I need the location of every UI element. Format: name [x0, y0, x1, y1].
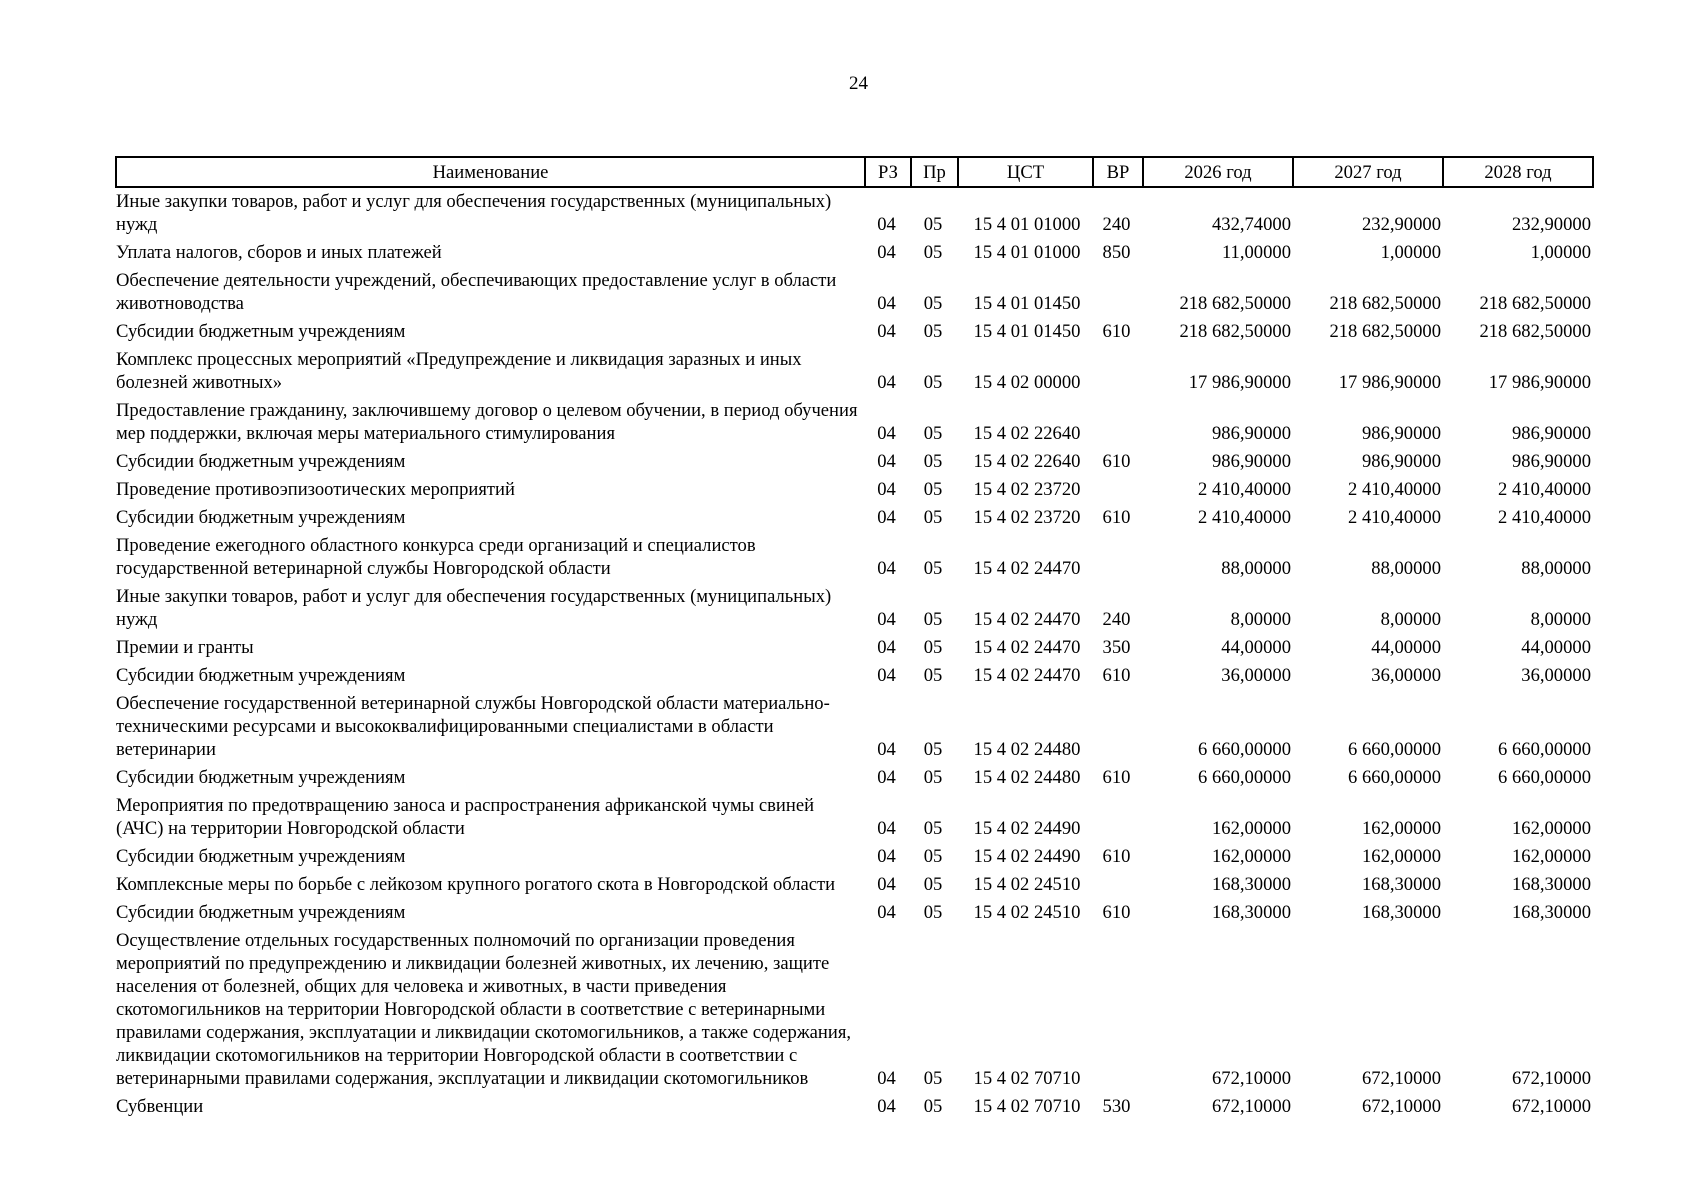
cell-pr: 05 — [923, 293, 943, 314]
table-row — [116, 899, 1593, 927]
cell-cst: 15 4 01 01450 — [973, 293, 1081, 314]
cell-cst: 15 4 02 24480 — [973, 739, 1081, 760]
cell-rz: 04 — [877, 1068, 896, 1089]
cell-2028: 986,90000 — [1511, 451, 1591, 472]
cell-2027: 6 660,00000 — [1348, 767, 1441, 788]
cell-2027: 672,10000 — [1361, 1096, 1441, 1117]
cell-2026: 2 410,40000 — [1198, 507, 1291, 528]
table-row — [116, 504, 1593, 532]
cell-cst: 15 4 02 00000 — [973, 372, 1081, 393]
table-row — [116, 764, 1593, 792]
header-cst: ЦСТ — [958, 157, 1093, 187]
cell-vr: 350 — [1102, 637, 1131, 658]
table-row — [116, 871, 1593, 899]
budget-table — [115, 156, 1594, 1121]
cell-name: Субсидии бюджетным учреждениям — [116, 902, 406, 923]
cell-cst: 15 4 02 24470 — [973, 637, 1081, 658]
cell-vr — [1093, 476, 1143, 504]
cell-2026: 6 660,00000 — [1198, 767, 1291, 788]
cell-name: Субсидии бюджетным учреждениям — [116, 665, 406, 686]
cell-2026: 36,00000 — [1221, 665, 1291, 686]
cell-vr — [1093, 532, 1143, 583]
cell-rz: 04 — [877, 609, 896, 630]
table-body — [116, 187, 1593, 1121]
cell-pr: 05 — [923, 665, 943, 686]
cell-rz: 04 — [877, 665, 896, 686]
cell-pr: 05 — [923, 902, 943, 923]
cell-rz: 04 — [877, 874, 896, 895]
cell-pr: 05 — [923, 242, 943, 263]
cell-2027: 2 410,40000 — [1348, 479, 1441, 500]
cell-name: Субвенции — [116, 1096, 204, 1117]
cell-cst: 15 4 02 24490 — [973, 846, 1081, 867]
cell-cst: 15 4 02 24510 — [973, 902, 1081, 923]
cell-cst: 15 4 02 22640 — [973, 423, 1081, 444]
cell-pr: 05 — [923, 507, 943, 528]
cell-name: Уплата налогов, сборов и иных платежей — [116, 242, 442, 263]
cell-cst: 15 4 01 01000 — [973, 242, 1081, 263]
table-row — [116, 792, 1593, 843]
cell-2027: 44,00000 — [1371, 637, 1441, 658]
cell-pr: 05 — [923, 214, 943, 235]
cell-vr — [1093, 927, 1143, 1093]
cell-rz: 04 — [877, 846, 896, 867]
cell-cst: 15 4 02 24510 — [973, 874, 1081, 895]
cell-2027: 232,90000 — [1361, 214, 1441, 235]
header-vr: ВР — [1093, 157, 1143, 187]
cell-rz: 04 — [877, 637, 896, 658]
cell-cst: 15 4 02 24470 — [973, 665, 1081, 686]
cell-vr: 610 — [1102, 902, 1131, 923]
cell-2026: 162,00000 — [1211, 818, 1291, 839]
cell-name: Премии и гранты — [116, 637, 254, 658]
cell-rz: 04 — [877, 423, 896, 444]
cell-2026: 986,90000 — [1211, 451, 1291, 472]
cell-name: Проведение ежегодного областного конкурса среди организаций и специалистов государственной ветеринарной службы Новгородской области — [116, 535, 756, 579]
cell-vr — [1093, 690, 1143, 764]
cell-rz: 04 — [877, 479, 896, 500]
cell-2028: 2 410,40000 — [1498, 507, 1591, 528]
cell-vr: 610 — [1102, 665, 1131, 686]
cell-2028: 6 660,00000 — [1498, 739, 1591, 760]
cell-rz: 04 — [877, 739, 896, 760]
table-row — [116, 532, 1593, 583]
cell-name: Субсидии бюджетным учреждениям — [116, 321, 406, 342]
cell-2027: 1,00000 — [1380, 242, 1441, 263]
cell-2028: 168,30000 — [1511, 874, 1591, 895]
cell-name: Мероприятия по предотвращению заноса и распространения африканской чумы свиней (АЧС) на территории Новгородской области — [116, 795, 815, 839]
cell-pr: 05 — [923, 767, 943, 788]
cell-rz: 04 — [877, 214, 896, 235]
cell-2026: 8,00000 — [1230, 609, 1291, 630]
cell-2026: 2 410,40000 — [1198, 479, 1291, 500]
cell-2027: 218 682,50000 — [1329, 293, 1441, 314]
cell-2028: 2 410,40000 — [1498, 479, 1591, 500]
cell-name: Обеспечение государственной ветеринарной службы Новгородской области материально-техническими ресурсами и высококвалифицированными специалистами в области ветеринарии — [116, 693, 830, 760]
cell-2028: 162,00000 — [1511, 818, 1591, 839]
cell-2026: 44,00000 — [1221, 637, 1291, 658]
cell-2028: 218 682,50000 — [1479, 321, 1591, 342]
cell-2028: 36,00000 — [1521, 665, 1591, 686]
cell-cst: 15 4 02 70710 — [973, 1068, 1081, 1089]
cell-2028: 672,10000 — [1511, 1096, 1591, 1117]
cell-rz: 04 — [877, 507, 896, 528]
cell-pr: 05 — [923, 1096, 943, 1117]
cell-cst: 15 4 02 24470 — [973, 609, 1081, 630]
cell-vr: 610 — [1102, 451, 1131, 472]
cell-pr: 05 — [923, 637, 943, 658]
cell-2027: 986,90000 — [1361, 451, 1441, 472]
table-row — [116, 1093, 1593, 1121]
cell-cst: 15 4 02 22640 — [973, 451, 1081, 472]
cell-2028: 17 986,90000 — [1488, 372, 1591, 393]
cell-cst: 15 4 02 23720 — [973, 507, 1081, 528]
cell-2026: 218 682,50000 — [1179, 293, 1291, 314]
cell-cst: 15 4 01 01450 — [973, 321, 1081, 342]
table-header-row — [116, 157, 1593, 187]
cell-2027: 2 410,40000 — [1348, 507, 1441, 528]
cell-vr: 240 — [1102, 609, 1131, 630]
cell-pr: 05 — [923, 479, 943, 500]
table-row — [116, 662, 1593, 690]
cell-2027: 17 986,90000 — [1338, 372, 1441, 393]
cell-name: Иные закупки товаров, работ и услуг для обеспечения государственных (муниципальных) нужд — [116, 191, 832, 235]
cell-2027: 168,30000 — [1361, 902, 1441, 923]
cell-rz: 04 — [877, 818, 896, 839]
header-2028: 2028 год — [1443, 157, 1593, 187]
cell-vr: 240 — [1102, 214, 1131, 235]
cell-vr: 850 — [1102, 242, 1131, 263]
cell-2027: 36,00000 — [1371, 665, 1441, 686]
cell-2027: 88,00000 — [1371, 558, 1441, 579]
header-rz: РЗ — [865, 157, 911, 187]
table-row — [116, 318, 1593, 346]
cell-2027: 8,00000 — [1380, 609, 1441, 630]
cell-vr: 610 — [1102, 321, 1131, 342]
cell-rz: 04 — [877, 902, 896, 923]
cell-2026: 168,30000 — [1211, 902, 1291, 923]
cell-rz: 04 — [877, 558, 896, 579]
cell-2028: 44,00000 — [1521, 637, 1591, 658]
cell-vr: 530 — [1102, 1096, 1131, 1117]
cell-name: Комплексные меры по борьбе с лейкозом крупного рогатого скота в Новгородской области — [116, 874, 836, 895]
cell-cst: 15 4 02 24490 — [973, 818, 1081, 839]
cell-pr: 05 — [923, 372, 943, 393]
table-row — [116, 690, 1593, 764]
cell-2026: 672,10000 — [1211, 1068, 1291, 1089]
cell-2026: 168,30000 — [1211, 874, 1291, 895]
cell-vr — [1093, 346, 1143, 397]
cell-pr: 05 — [923, 739, 943, 760]
cell-2026: 17 986,90000 — [1188, 372, 1291, 393]
table-row — [116, 634, 1593, 662]
cell-2028: 1,00000 — [1530, 242, 1591, 263]
cell-pr: 05 — [923, 846, 943, 867]
cell-rz: 04 — [877, 242, 896, 263]
cell-name: Предоставление гражданину, заключившему договор о целевом обучении, в период обучения мер поддержки, включая меры материального стимулирования — [116, 400, 858, 444]
cell-2027: 6 660,00000 — [1348, 739, 1441, 760]
cell-2028: 168,30000 — [1511, 902, 1591, 923]
table-row — [116, 397, 1593, 448]
cell-name: Субсидии бюджетным учреждениям — [116, 507, 406, 528]
cell-2028: 218 682,50000 — [1479, 293, 1591, 314]
cell-name: Субсидии бюджетным учреждениям — [116, 767, 406, 788]
cell-pr: 05 — [923, 874, 943, 895]
cell-2026: 218 682,50000 — [1179, 321, 1291, 342]
cell-pr: 05 — [923, 321, 943, 342]
cell-vr — [1093, 397, 1143, 448]
cell-2028: 672,10000 — [1511, 1068, 1591, 1089]
cell-vr — [1093, 871, 1143, 899]
cell-2028: 6 660,00000 — [1498, 767, 1591, 788]
table-row — [116, 476, 1593, 504]
cell-rz: 04 — [877, 293, 896, 314]
header-pr: Пр — [911, 157, 958, 187]
table-row — [116, 448, 1593, 476]
header-2027: 2027 год — [1293, 157, 1443, 187]
cell-2026: 432,74000 — [1211, 214, 1291, 235]
table-row — [116, 843, 1593, 871]
cell-2028: 986,90000 — [1511, 423, 1591, 444]
cell-vr: 610 — [1102, 767, 1131, 788]
cell-vr: 610 — [1102, 507, 1131, 528]
table-row — [116, 267, 1593, 318]
cell-pr: 05 — [923, 558, 943, 579]
cell-2028: 162,00000 — [1511, 846, 1591, 867]
cell-vr — [1093, 267, 1143, 318]
table-row — [116, 583, 1593, 634]
cell-rz: 04 — [877, 767, 896, 788]
cell-2027: 162,00000 — [1361, 846, 1441, 867]
cell-2026: 986,90000 — [1211, 423, 1291, 444]
cell-2026: 672,10000 — [1211, 1096, 1291, 1117]
cell-2026: 6 660,00000 — [1198, 739, 1291, 760]
cell-2027: 986,90000 — [1361, 423, 1441, 444]
cell-rz: 04 — [877, 451, 896, 472]
header-2026: 2026 год — [1143, 157, 1293, 187]
cell-cst: 15 4 02 24480 — [973, 767, 1081, 788]
cell-rz: 04 — [877, 1096, 896, 1117]
cell-rz: 04 — [877, 321, 896, 342]
cell-pr: 05 — [923, 818, 943, 839]
cell-pr: 05 — [923, 1068, 943, 1089]
table-row — [116, 927, 1593, 1093]
cell-pr: 05 — [923, 423, 943, 444]
page-number: 24 — [849, 73, 868, 94]
cell-2026: 88,00000 — [1221, 558, 1291, 579]
cell-pr: 05 — [923, 451, 943, 472]
cell-vr — [1093, 792, 1143, 843]
cell-name: Проведение противоэпизоотических мероприятий — [116, 479, 515, 500]
cell-name: Иные закупки товаров, работ и услуг для обеспечения государственных (муниципальных) нужд — [116, 586, 832, 630]
cell-2027: 672,10000 — [1361, 1068, 1441, 1089]
cell-2028: 232,90000 — [1511, 214, 1591, 235]
cell-vr: 610 — [1102, 846, 1131, 867]
cell-name: Субсидии бюджетным учреждениям — [116, 451, 406, 472]
cell-name: Комплекс процессных мероприятий «Предупреждение и ликвидация заразных и иных болезней животных» — [116, 349, 802, 393]
table-row — [116, 187, 1593, 239]
cell-name: Субсидии бюджетным учреждениям — [116, 846, 406, 867]
cell-cst: 15 4 02 70710 — [973, 1096, 1081, 1117]
cell-name: Обеспечение деятельности учреждений, обеспечивающих предоставление услуг в области животноводства — [116, 270, 837, 314]
cell-name: Осуществление отдельных государственных полномочий по организации проведения мероприятий по предупреждению и ликвидации болезней животных, их лечению, защите населения от болезней, общих для человека и животных, в части приведения скотомогильников на территории Новгородской области в соответствие с ветеринарными правилами содержания, эксплуатации и ликвидации скотомогильников, а также содержания, ликвидации скотомогильников на территории Новгородской области в соответствии с ветеринарными правилами содержания, эксплуатации и ликвидации скотомогильников — [116, 930, 852, 1089]
cell-2027: 218 682,50000 — [1329, 321, 1441, 342]
cell-2028: 8,00000 — [1530, 609, 1591, 630]
header-name: Наименование — [116, 157, 865, 187]
cell-2026: 162,00000 — [1211, 846, 1291, 867]
cell-2027: 168,30000 — [1361, 874, 1441, 895]
cell-2026: 11,00000 — [1221, 242, 1291, 263]
cell-rz: 04 — [877, 372, 896, 393]
cell-2028: 88,00000 — [1521, 558, 1591, 579]
cell-cst: 15 4 02 24470 — [973, 558, 1081, 579]
cell-2027: 162,00000 — [1361, 818, 1441, 839]
cell-cst: 15 4 02 23720 — [973, 479, 1081, 500]
cell-cst: 15 4 01 01000 — [973, 214, 1081, 235]
table-row — [116, 239, 1593, 267]
cell-pr: 05 — [923, 609, 943, 630]
table-row — [116, 346, 1593, 397]
